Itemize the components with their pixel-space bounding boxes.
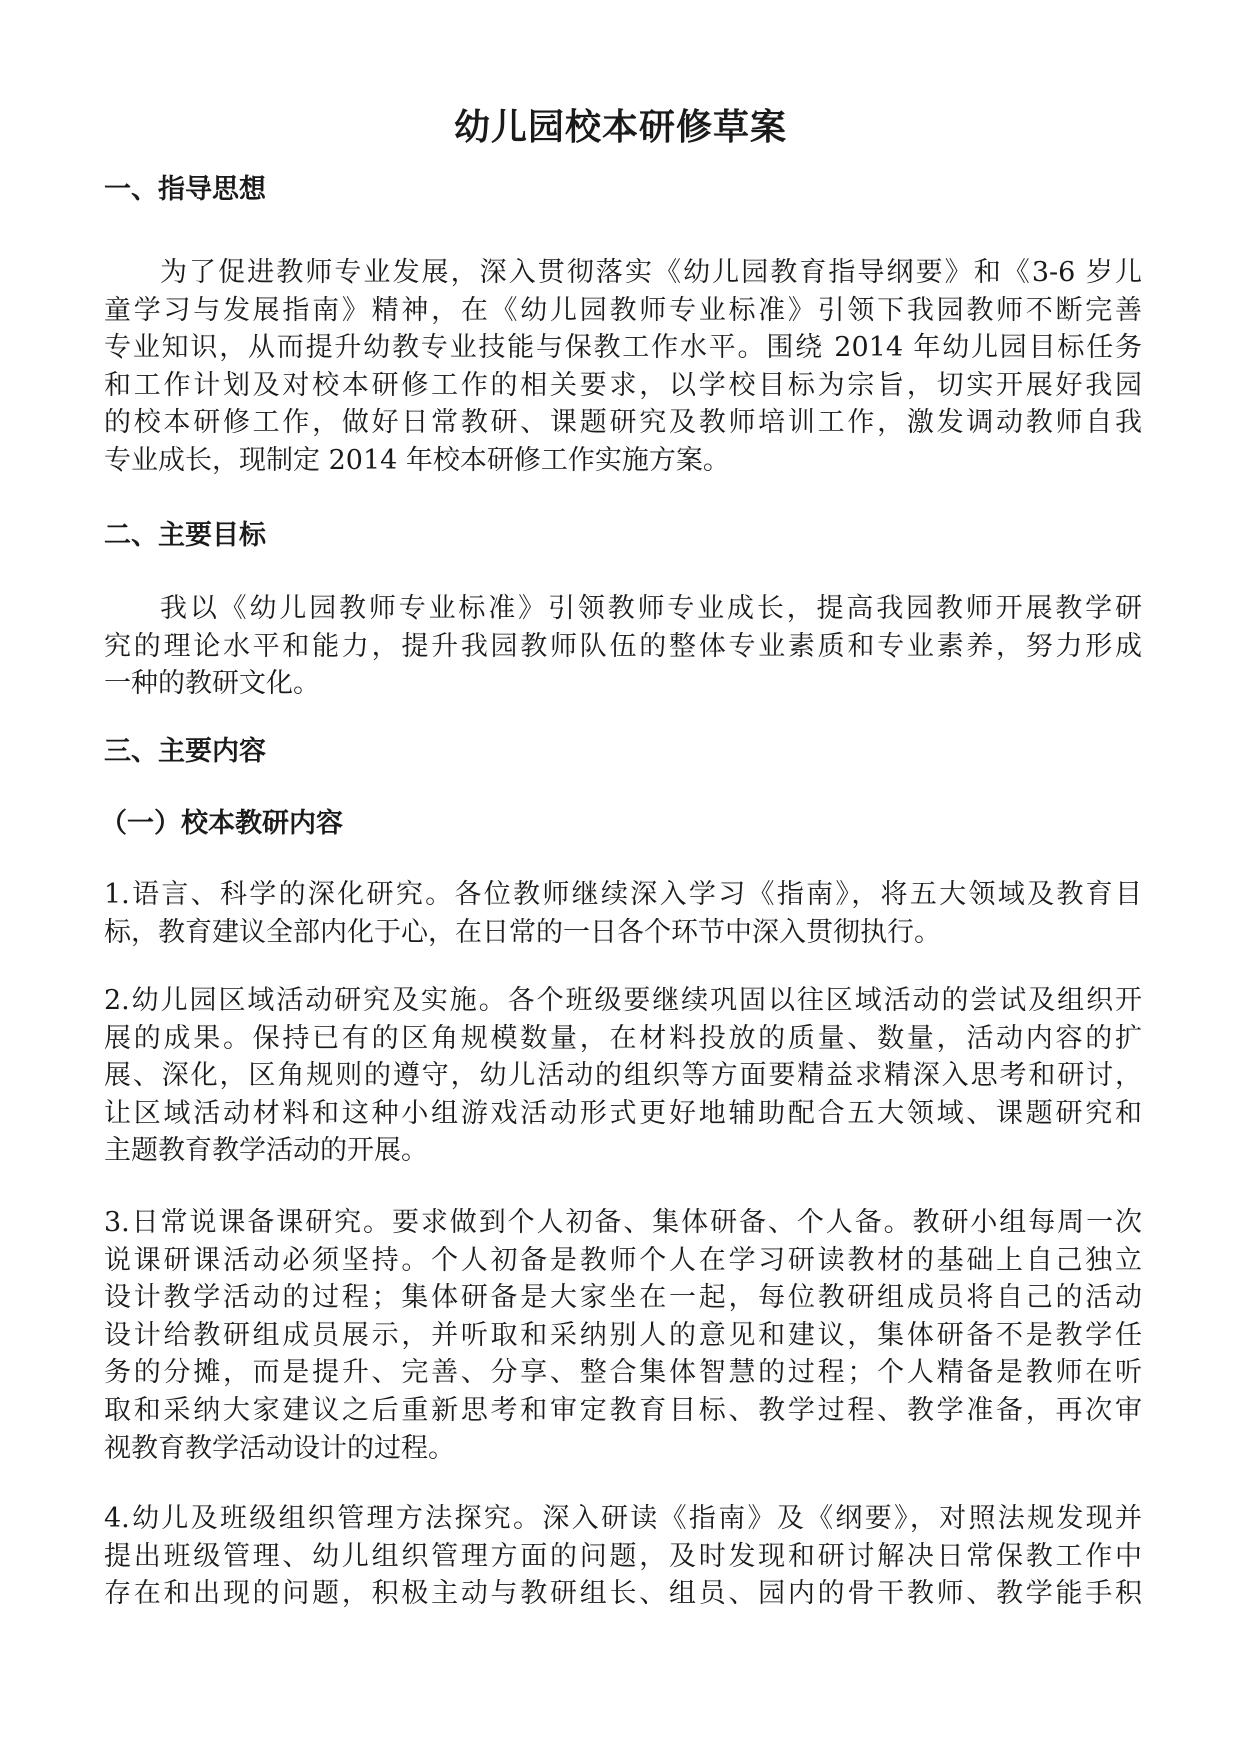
text-line: 4.幼儿及班级组织管理方法探究。深入研读《指南》及《纲要》，对照法规发现并 — [104, 1503, 1142, 1534]
text-line: 主题教育教学活动的开展。 — [104, 1135, 428, 1167]
text-line: 1.语言、科学的深化研究。各位教师继续深入学习《指南》，将五大领域及教育目 — [104, 879, 1142, 910]
text-line: 务的分摊，而是提升、完善、分享、整合集体智慧的过程；个人精备是教师在听 — [104, 1357, 1142, 1389]
text-line: 提出班级管理、幼儿组织管理方面的问题，及时发现和研讨解决日常保教工作中 — [104, 1540, 1142, 1572]
paragraph-main-goals — [104, 590, 1142, 703]
subsection-heading-school-research: （一）校本教研内容 — [100, 808, 343, 839]
text-line: 说课研课活动必须坚持。个人初备是教师个人在学习研读教材的基础上自己独立 — [104, 1244, 1142, 1276]
document-title: 幼儿园校本研修草案 — [453, 107, 787, 148]
paragraph-item-4 — [104, 1500, 1142, 1613]
text-line: 展的成果。保持已有的区角规模数量，在材料投放的质量、数量，活动内容的扩 — [104, 1022, 1142, 1054]
paragraph-item-3 — [104, 1204, 1142, 1467]
text-line: 和工作计划及对校本研修工作的相关要求，以学校目标为宗旨，切实开展好我园 — [104, 369, 1142, 401]
section-heading-guiding-ideology: 一、指导思想 — [104, 174, 266, 205]
text-line: 让区域活动材料和这种小组游戏活动形式更好地辅助配合五大领域、课题研究和 — [104, 1097, 1142, 1129]
text-line: 3.日常说课备课研究。要求做到个人初备、集体研备、个人备。教研小组每周一次 — [104, 1207, 1142, 1238]
text-line: 标，教育建议全部内化于心，在日常的一日各个环节中深入贯彻执行。 — [104, 916, 941, 948]
text-line: 设计给教研组成员展示，并听取和采纳别人的意见和建议，集体研备不是教学任 — [104, 1319, 1142, 1351]
text-line: 究的理论水平和能力，提升我园教师队伍的整体专业素质和专业素养，努力形成 — [104, 630, 1142, 662]
text-line: 展、深化，区角规则的遵守，幼儿活动的组织等方面要精益求精深入思考和研讨， — [104, 1060, 1142, 1092]
text-line: 2.幼儿园区域活动研究及实施。各个班级要继续巩固以往区域活动的尝试及组织开 — [104, 985, 1142, 1016]
section-heading-main-goals: 二、主要目标 — [104, 520, 266, 551]
text-line: 我以《幼儿园教师专业标准》引领教师专业成长，提高我园教师开展教学研 — [160, 593, 1142, 624]
text-line: 专业成长，现制定 2014 年校本研修工作实施方案。 — [104, 444, 730, 476]
text-line: 的校本研修工作，做好日常教研、课题研究及教师培训工作，激发调动教师自我 — [104, 407, 1142, 439]
text-line: 为了促进教师专业发展，深入贯彻落实《幼儿园教育指导纲要》和《3-6 岁儿 — [160, 257, 1142, 288]
text-line: 专业知识，从而提升幼教专业技能与保教工作水平。围绕 2014 年幼儿园目标任务 — [104, 332, 1142, 364]
text-line: 设计教学活动的过程；集体研备是大家坐在一起，每位教研组成员将自己的活动 — [104, 1282, 1142, 1314]
text-line: 一种的教研文化。 — [104, 668, 320, 700]
text-line: 童学习与发展指南》精神，在《幼儿园教师专业标准》引领下我园教师不断完善 — [104, 294, 1142, 326]
text-line: 取和采纳大家建议之后重新思考和审定教育目标、教学过程、教学准备，再次审 — [104, 1394, 1142, 1426]
paragraph-item-2 — [104, 982, 1142, 1170]
paragraph-guiding-ideology — [104, 254, 1142, 480]
paragraph-item-1 — [104, 876, 1142, 951]
section-heading-main-content: 三、主要内容 — [104, 736, 266, 767]
text-line: 视教育教学活动设计的过程。 — [104, 1432, 455, 1464]
text-line: 存在和出现的问题，积极主动与教研组长、组员、园内的骨干教师、教学能手积 — [104, 1578, 1142, 1610]
